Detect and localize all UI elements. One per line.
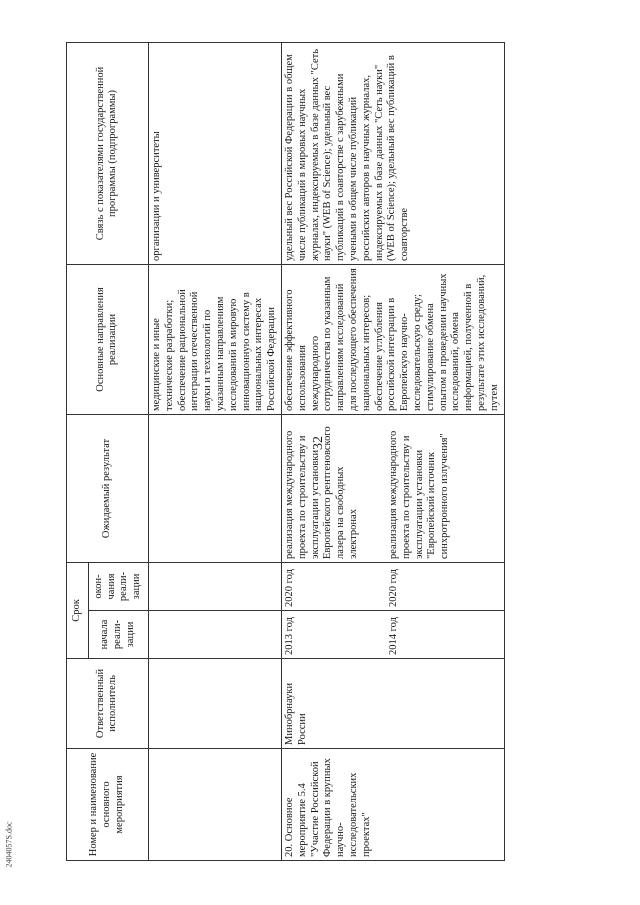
end-year-1: 2020 год: [283, 569, 295, 607]
header-start: начала реали-зации: [88, 611, 148, 659]
header-measure-name: Номер и наименование основного мероприятия: [67, 749, 149, 861]
table-row-continuation: [148, 42, 281, 860]
table-header-row: [67, 42, 89, 860]
expected-result-1: реализация международного проекта по строительству и эксплуатации установки Европейского рентгеновского лазера на свободных электронах: [283, 426, 359, 559]
start-year-1: 2013 год: [283, 617, 295, 655]
header-end: окон-чания реали-зации: [88, 562, 148, 610]
continuation-directions: медицинские и иные технические разработки; обеспечение рациональной интеграции отечественной науки и технологий по указанным направлениям исследований в мировую инновационную систему в национальных интересах Российской Федерации: [148, 264, 281, 414]
program-measures-table: [66, 42, 505, 861]
header-expected-result: Ожидаемый результат: [67, 414, 149, 562]
header-term: Срок: [67, 562, 89, 658]
continuation-link: организации и университеты: [148, 42, 281, 264]
header-executor: Ответственный исполнитель: [67, 659, 149, 749]
footer-document-code: 2404057S.doc: [4, 821, 14, 868]
executor-20: Минобрнауки России: [281, 659, 504, 749]
expected-result-2: реализация международного проекта по строительству и эксплуатации установки "Европейский источник синхротронного излучения": [387, 430, 451, 559]
page-number: 32: [311, 436, 326, 450]
measure-name-20: 20. Основное мероприятие 5.4 "Участие Российской Федерации в крупных научно-исследовательских проектах": [281, 749, 504, 861]
header-link-to-indicators: Связь с показателями государственной программы (подпрограммы): [67, 42, 149, 264]
end-year-2: 2020 год: [387, 569, 399, 607]
link-to-indicators-20: удельный вес Российской Федерации в общем числе публикаций в мировых научных журналах, индексируемых в базе данных "Сеть науки" (WEB of Science); удельный вес публикаций в соавторстве с зарубежными учеными в общем числе публикаций российских авторов в научных журналах, индексируемых в базе данных "Сеть науки" (WEB of Science); удельный вес публикаций в соавторстве: [281, 42, 504, 264]
start-year-2: 2014 год: [387, 617, 399, 655]
table-row-20: [281, 42, 504, 860]
header-main-directions: Основные направления реализации: [67, 264, 149, 414]
directions-20: обеспечение эффективного использования международного сотрудничества по указанным направлениям исследований для последующего обеспечения национальных интересов; обеспечение углубления российской интеграции в Европейскую научно-исследовательскую среду; стимулирование обмена опытом в проведении научных исследований, обмена информацией, полученной в результате этих исследований, путем: [281, 264, 504, 414]
